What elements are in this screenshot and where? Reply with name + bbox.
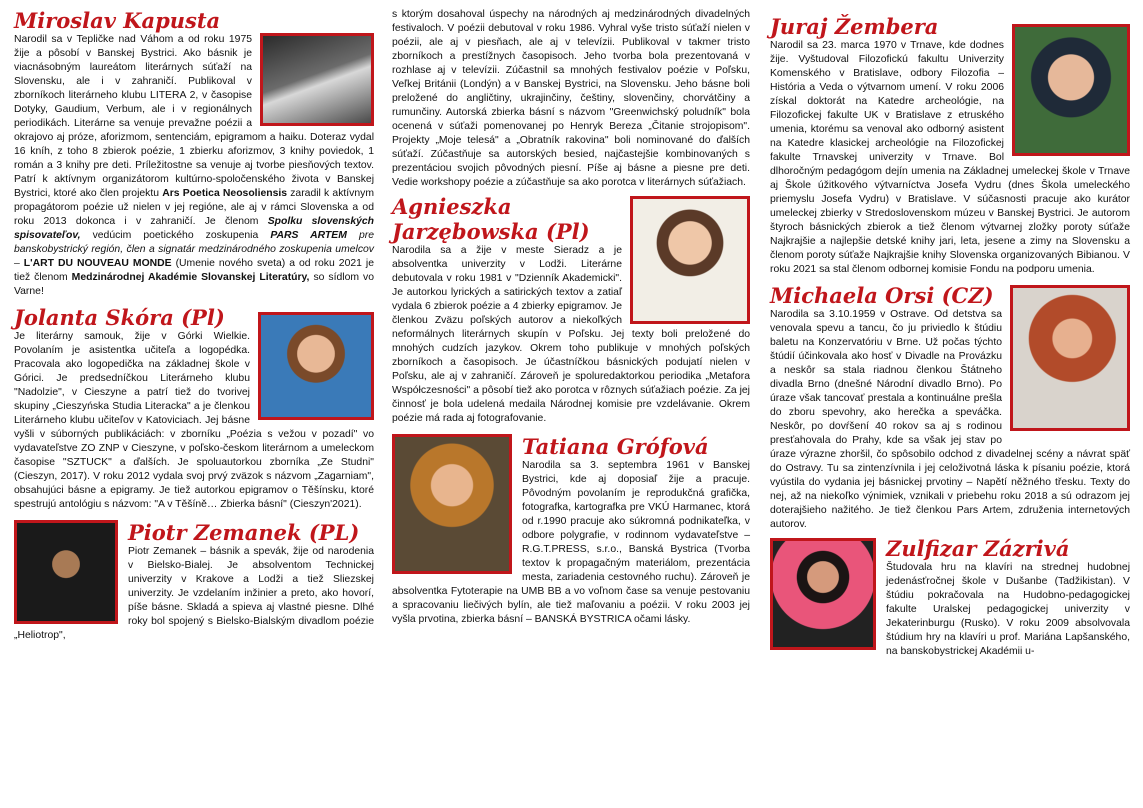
- author-bio-zulfizar: Študovala hru na klavíri na strednej hudobnej jedenásťročnej škole v Dušanbe (Tadžikistan). V štúdiu pokračovala na Hudobno-pedagogickej fakulte Uralskej pedagogickej univerzity v Jekaterinburgu (Rusko). V roku 2009 absolvovala štúdium hry na klavíri u prof. Mariána Lapšanského, na banskobystrickej Akadémii u-: [886, 562, 1130, 657]
- author-name-miroslav: Miroslav Kapusta: [14, 8, 221, 33]
- column-right: [770, 8, 1130, 802]
- author-photo-juraj: [1012, 24, 1130, 156]
- author-bio-juraj: Narodil sa 23. marca 1970 v Trnave, kde dodnes žije. Vyštudoval Filozofickú fakultu Univerzity Komenského v Bratislave, odbory Filozofia – História a Veda o výtvarnom umení. V roku 2006 získal doktorát na Katedre archeológie, na Filozofickej fakulte UK v Bratislave z etruského umenia, ktorému sa venoval ako odborný asistent na Katedre klasickej archeológie na Filozofickej fakulte Trnavskej univerzity v Trnave. Bol dlhoročným pedagógom dejín umenia na Základnej umeleckej škole v Trnave aj Škole úžitkového výtvarníctva Josefa Vydru (dnes Škola umeleckého priemyslu Josefa Vydru) v Bratislave. V súčasnosti pracuje ako kurátor umeleckej zbierky v Stredoslovenskom múzeu v Banskej Bystrici. Je autorom štyroch básnických zbierok a tiež členom výtvarnej zložky poroty súťaže Najkrajšie a najlepšie detské knihy jari, leta, jesene a zimy na Slovensku a členom poroty súťaže Najkrajšie knihy Slovenska organizovaných Bibianou. V roku 2021 sa stal členom odbornej komisie Fondu na podporu umenia.: [770, 40, 1130, 275]
- author-bio-jolanta: Je literárny samouk, žije v Górki Wielkie. Povolaním je asistentka učiteľa a logopédka. Pracovala ako logopedička na základnej škole v Górici. Je predsedníčkou Literárneho klubu "Nadolzie", v Cieszyne a patrí tiež do tvorivej skupiny „Cieszyńska Studia Literacka" a je členkou Literárneho klubu učiteľov v Katoviciach. Jej básne vyšli v súborných publikáciách: v zborníku „Poézia s vežou v pozadí" vo vydavateľstve ZO ZNP v Cieszyne, v poľsko-českom literárnom a umeleckom časopise "SZTUCK" a ďalších. Je spoluautorkou zborníka „Ze Studni" (Cieszyn, 2017). V roku 2012 vydala svoj prvý zväzok s názvom „Zagarniam", obsahujúci básne a epigramy. Je tiež autorkou epigramov o Těšínsku, ktoré spestrujú antológiu s názvom: "A v Těšíně… Zbierka básní" (Cieszyn'2021).: [14, 331, 374, 510]
- bio-bold-text: PARS ARTEM: [270, 230, 347, 241]
- column-left: [14, 8, 374, 802]
- author-bio-michaela: Narodila sa 3.10.1959 v Ostrave. Od detstva sa venovala spevu a tancu, čo ju priviedlo k štúdiu baletu na Konzervatóriu v Brne. Už počas týchto štúdií účinkovala ako hosť v Divadle na Provázku a neskôr sa stala riadnou členkou Štátneho divadla Brno (dnešné Národní divadlo Brno). Po úraze však tancovať prestala a kontinuálne prešla do zboru spevohry, ako herečka a speváčka. Neskôr, po dovŕšení 40 rokov sa aj s rodinou presťahovala do Prahy, kde sa však jej stav po úraze výrazne zhoršil, čo spôsobilo odchod z divadelnej scény a návrat späť do Ostravy. Tu sa zintenzívnila i jej celoživotná láska k písaniu poézie, ktorá vyústila do vydania jej básnickej prvotiny – Napětí něžného třesku. Texty do nej, až na niekoľko výnimiek, vznikali v priebehu roku 2018 a sú odrazom jej doterajšieho nažitého. Je tiež členkou Pars Artem, združenia internetových autorov.: [770, 309, 1130, 530]
- author-photo-miroslav: [260, 33, 374, 126]
- bio-text: pre banskobystrický región, člen a signatár medzinárodného zoskupenia umelcov –: [14, 230, 374, 269]
- bio-text: vedúcim poetického zoskupenia: [92, 230, 259, 241]
- bio-text: Narodil sa v Tepličke nad Váhom a od roku 1975 žije a pôsobí v Banskej Bystrici. Ako básnik je viacnásobným laureátom literárnych súťaží na Slovensku, ale i v zahraničí. Publikoval v zborníkoch literárneho klubu LITERA 2, v časopise Dotyky, Gaudium, Verbum, ale i v regionálnych periodikách. Literárne sa venuje prevažne poézii a okrajovo aj próze, aforizmom, sentenciám, epigramom a haiku. Doteraz vydal 16 kníh, z toho 8 zbierok poézie, 1 zbierku aforizmov, 3 knihy poviedok, 1 román a 3 knihy pre deti. Príležitostne sa venuje aj tvorbe piesňových textov. Patrí k aktívnym organizátorom kultúrno-spoločenského života v Banskej Bystrici, ktoré ako člen projektu: [14, 34, 374, 199]
- author-name-jolanta: Jolanta Skóra (Pl): [14, 305, 225, 330]
- bio-bold-text: Spolku slovenských spisovateľov,: [14, 216, 375, 241]
- author-photo-michaela: [1010, 285, 1130, 431]
- bio-bold-text: Medzinárodnej Akadémie Slovanskej Literatúry,: [71, 272, 310, 283]
- author-bio-agnieszka: Narodila sa a žije v meste Sieradz a je absolventka univerzity v Lodži. Literárne debutovala v roku 1981 v "Dzienník Akademicki". Je autorkou lyrických a satirických textov a zatiaľ vydala 6 zbierok poézie a 4 zbierky epigramov. Je členkou Zväzu poľských autorov a niekoľkých neformálnych literárnych skupín v Poľsku. Jej texty boli preložené do mnohých cudzích jazykov. Okrem toho publikuje v mnohých poľských zborníkoch a časopisoch. Je účastníčkou básnických podujatí nielen v Poľsku, ale aj v zahraničí. Zároveň je spoluredaktorkou periodika „Metafora Współczesności" a pôsobí tiež ako porotca v rôznych súťažiach poézie. Za jej činnosť je bola udelená medaila Národnej komisie pre vzdelávanie. Okrem poézie má rada aj fotografovanie.: [392, 245, 750, 424]
- author-name-tatiana: Tatiana Grófová: [522, 434, 709, 459]
- author-name-juraj: Juraj Žembera: [770, 14, 939, 39]
- author-name-line: Jarzębowska (Pl): [392, 219, 590, 244]
- bio-text: so sídlom vo Varne!: [14, 272, 374, 297]
- column-middle: [392, 8, 750, 802]
- author-bio-piotr-continued: s ktorým dosahoval úspechy na národných aj medzinárodných divadelných festivaloch. V poézii debutoval v roku 1986. Vyhral vyše tristo súťaží nielen v poézii, ale aj v piesňach, ale aj v televízii. Publikoval v takmer tristo zborníkoch a prestížnych časopisoch. Jeho tvorba bola prezentovaná v rozhlase aj v televízii. Zúčastnil sa mnohých festivalov poézie v Poľsku, Veľkej Británii (Londýn) a v Banskej Bystrici, na Slovensku. Jeho básne boli preložené do angličtiny, ukrajinčiny, češtiny, slovenčiny, chorvátčiny a rumunčiny. Autorská zbierka básní s názvom "Greenwichský poludník" bola ocenená v súťaži pomenovanej po Henryk Bereza „Čitanie strojopisom". Projekty „Moje telesá" a „Obratník rakovina" boli nominované do ďalších súťaží. Zúčastňuje sa autorských besied, najčastejšie kombinovaných s prezentáciou svojich pôvodných piesní. Píše aj básne a piesne pre deti. Vedie workshopy poézie a zúčastňuje sa ako porotca v literárnych súťažiach.: [392, 9, 750, 188]
- bio-bold-text: Ars Poetica Neosoliensis: [162, 188, 288, 199]
- author-name-zulfizar: Zulfizar Zázrivá: [886, 536, 1070, 561]
- author-photo-piotr: [14, 520, 118, 624]
- bio-text: (Umenie nového sveta) a od roku 2021 je tiež členom: [14, 258, 374, 283]
- author-bio-tatiana: Narodila sa 3. septembra 1961 v Banskej Bystrici, kde aj doposiaľ žije a pracuje. Pôvodným povolaním je reprodukčná grafička, fotografka, kartografka pre VKÚ Harmanec, ktorá od r.1990 pracuje ako súkromná podnikateľka, v odbore polygrafie, v rodinnom vydavateľstve – R.G.T.PRESS, s.r.o., Banská Bystrica (Tvorba textov k propagačným materiálom, prezentácia mesta, zariadenia cestovného ruchu). Zároveň je absolventka Fytoterapie na UMB BB a vo voľnom čase sa venuje pestovaniu a spracovaniu liečivých bylín, ale tiež maľovaniu a poézii. V roku 2003 jej vyšla prvotina, zbierka básní – BANSKÁ BYSTRICA očami lásky.: [392, 460, 750, 625]
- author-photo-tatiana: [392, 434, 512, 574]
- author-name-michaela: Michaela Orsi (CZ): [770, 283, 994, 308]
- author-name-piotr: Piotr Zemanek (PL): [128, 520, 360, 545]
- author-photo-zulfizar: [770, 538, 876, 650]
- bio-bold-text: L'ART DU NOUVEAU MONDE: [23, 258, 172, 269]
- bio-text: zaradil k aktívnym propagátorom poézie už nielen v jej regióne, ale aj v rámci Slovenska a od roku 2013 dokonca i v zahraničí. Je členom: [14, 188, 375, 227]
- author-photo-agnieszka: [630, 196, 750, 324]
- author-bio-piotr: Piotr Zemanek – básnik a spevák, žije od narodenia v Bielsko-Bialej. Je absolventom Technickej univerzity v Krakove a Lodži a tiež Sliezskej univerzity. Je vzdelaním inžinier a preto, ako hovorí, píše básne. Skladá a spieva aj vlastné piesne. Dlhé roky bol spojený s Bielsko-Bialským divadlom poézie „Heliotrop",: [14, 546, 374, 641]
- author-photo-jolanta: [258, 312, 374, 420]
- author-name-line: Agnieszka: [392, 194, 512, 219]
